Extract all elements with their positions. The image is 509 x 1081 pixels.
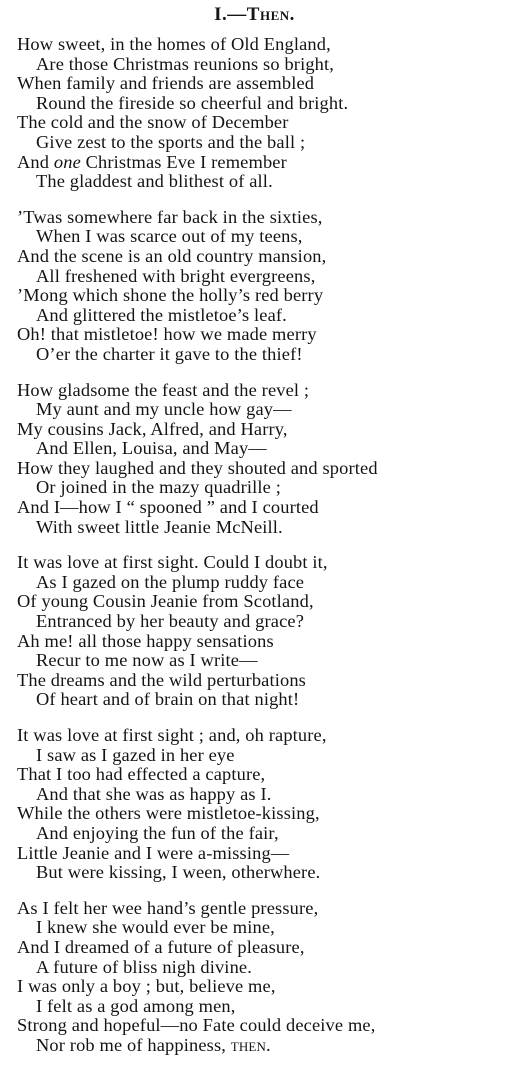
poem-line: And glittered the mistletoe’s leaf. (36, 304, 287, 325)
poem-line: Are those Christmas reunions so bright, (36, 53, 335, 74)
poem-line: I knew she would ever be mine, (36, 917, 275, 938)
poem-line: With sweet little Jeanie McNeill. (36, 516, 283, 537)
poem-line: But were kissing, I ween, otherwhere. (36, 862, 321, 883)
line-text: Christmas Eve I remember (80, 151, 287, 172)
poem-section-heading (0, 4, 509, 26)
stanza (0, 899, 509, 1056)
poem-line: The cold and the snow of December (17, 112, 289, 133)
poem-line: And that she was as happy as I. (36, 783, 272, 804)
poem-line: While the others were mistletoe-kissing, (17, 803, 320, 824)
small-caps-word: then (230, 1034, 267, 1055)
poem-line: A future of bliss nigh divine. (36, 956, 252, 977)
poem-line: Or joined in the mazy quadrille ; (36, 477, 281, 498)
poem-line: I was only a boy ; but, believe me, (17, 976, 276, 997)
poem-line: When family and friends are assembled (17, 73, 315, 94)
section-number: I.— (214, 4, 247, 25)
poem-line: As I felt her wee hand’s gentle pressure, (17, 897, 319, 918)
stanza (0, 381, 509, 538)
poem-line: Round the fireside so cheerful and bright. (36, 92, 349, 113)
poem-line: Recur to me now as I write— (36, 650, 258, 671)
poem-body (0, 35, 509, 1072)
poem-line: When I was scarce out of my teens, (36, 226, 303, 247)
poem-line: And the scene is an old country mansion, (17, 245, 327, 266)
poem-line: And enjoying the fun of the fair, (36, 822, 279, 843)
line-text: Nor rob me of happiness, (36, 1034, 231, 1055)
stanza (0, 553, 509, 710)
stanza (0, 208, 509, 365)
poem-line: Ah me! all those happy sensations (17, 630, 274, 651)
poem-line: Little Jeanie and I were a-missing— (17, 842, 290, 863)
poem-line: Give zest to the sports and the ball ; (36, 131, 306, 152)
poem-line: As I gazed on the plump ruddy face (36, 571, 305, 592)
poem-line: And I—how I “ spooned ” and I courted (17, 497, 319, 518)
poem-line: It was love at first sight ; and, oh rapture, (17, 725, 327, 745)
poem-line: Of young Cousin Jeanie from Scotland, (17, 591, 314, 612)
section-title: Then. (246, 4, 295, 25)
poem-line: The gladdest and blithest of all. (36, 171, 273, 192)
poem-line: It was love at first sight. Could I doubt it, (17, 552, 328, 573)
poem-line: How gladsome the feast and the revel ; (17, 379, 310, 400)
poem-line: And Ellen, Louisa, and May— (36, 438, 267, 459)
poem-line: Of heart and of brain on that night! (36, 689, 300, 710)
poem-line: The dreams and the wild perturbations (17, 669, 306, 690)
poem-line: How sweet, in the homes of Old England, (17, 34, 331, 54)
poem-line: My cousins Jack, Alfred, and Harry, (17, 418, 288, 439)
poem-line: That I too had effected a capture, (17, 764, 266, 785)
poem-line: ’Mong which shone the holly’s red berry (17, 285, 324, 306)
poem-line: O’er the charter it gave to the thief! (36, 343, 303, 364)
poem-line (0, 153, 509, 173)
poem-line: All freshened with bright evergreens, (36, 265, 316, 286)
poem-line: I felt as a god among men, (36, 995, 236, 1016)
poem-line: Strong and hopeful—no Fate could deceive me, (17, 1015, 376, 1036)
poem-line: How they laughed and they shouted and sported (17, 457, 378, 478)
poem-line: Oh! that mistletoe! how we made merry (17, 324, 317, 345)
emphasized-word: one (53, 151, 81, 172)
stanza (0, 726, 509, 883)
poem-line: ’Twas somewhere far back in the sixties, (17, 206, 323, 227)
poem-line: Entranced by her beauty and grace? (36, 611, 305, 632)
poem-line: And I dreamed of a future of pleasure, (17, 936, 305, 957)
poem-line (0, 1036, 509, 1056)
line-text: . (266, 1034, 271, 1055)
poem-line: My aunt and my uncle how gay— (36, 399, 292, 420)
poem-line: I saw as I gazed in her eye (36, 744, 235, 765)
line-text: And (17, 151, 54, 172)
stanza (0, 35, 509, 192)
